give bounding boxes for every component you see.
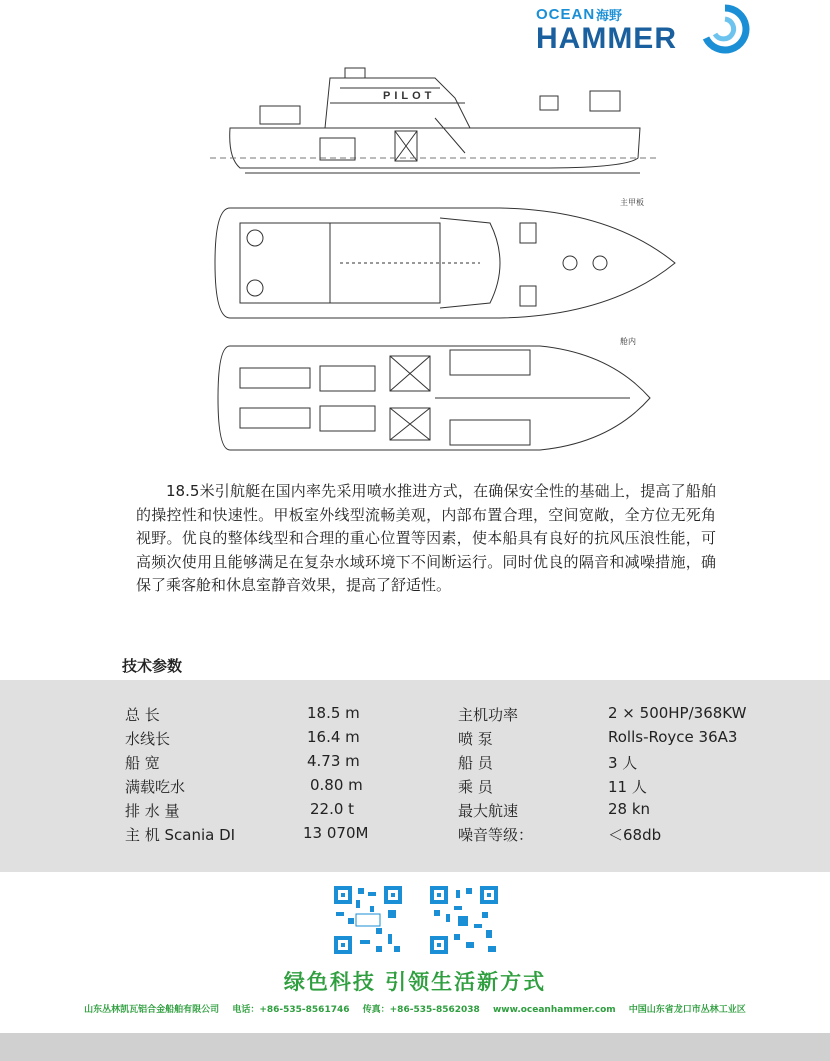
spec-label: 排 水 量 [125,802,180,820]
specs-title: 技术参数 [122,657,183,675]
spec-value: Rolls-Royce 36A3 [608,728,738,746]
main-deck-label: 主甲板 [620,198,644,207]
spec-value: 18.5 m [307,704,360,722]
pilot-label: PILOT [383,90,436,102]
bottom-bar [0,1033,830,1061]
spec-value: 13 070M [303,824,369,842]
slogan: 绿色科技 引领生活新方式 [283,970,547,994]
spec-label: 船 员 [458,754,493,772]
spec-label: 满载吃水 [125,778,186,796]
spec-label: 喷 泵 [458,730,493,748]
lower-deck-plan-drawing [218,346,650,450]
intro-text-block [136,480,716,598]
spec-label: 总 长 [125,706,160,724]
spec-value: 3 人 [608,754,638,772]
logo-cn-text: 海野 [596,9,623,24]
spec-label: 乘 员 [458,778,493,796]
intro-paragraph: 18.5米引航艇在国内率先采用喷水推进方式，在确保安全性的基础上，提高了船舶的操控性和快速性。甲板室外线型流畅美观，内部布置合理，空间宽敞，全方位无死角视野。优良的整体线型和合理的重心位置等因素，使本船具有良好的抗风压浪性能，可高频次使用且能够满足在复杂水域环境下不间断运行。同时优良的隔音和减噪措施，确保了乘客舱和休息室静音效果，提高了舒适性。 [136,482,716,594]
spec-label: 主 机 Scania DI [125,826,236,844]
footer-phone: 电话：+86-535-8561746 [232,1005,350,1015]
logo-ocean-text: OCEAN [536,6,596,23]
logo-hammer-text: HAMMER [536,22,677,55]
side-profile-drawing [210,68,660,173]
lower-deck-label: 舱内 [620,337,636,346]
footer-company: 山东丛林凯瓦铝合金船舶有限公司 [84,1005,220,1015]
footer-fax: 传真：+86-535-8562038 [362,1005,480,1015]
spec-label: 水线长 [125,730,171,748]
spec-value: 22.0 t [310,800,355,818]
spec-value: 2 × 500HP/368KW [608,704,747,722]
spec-value: 0.80 m [310,776,363,794]
spec-label: 最大航速 [458,802,519,820]
main-deck-plan-drawing [215,208,675,318]
spec-value: 4.73 m [307,752,360,770]
ship-drawings [180,58,700,458]
spec-label: 船 宽 [125,754,160,772]
spec-label: 噪音等级： [458,826,534,844]
qr-code-icon [428,884,500,956]
wave-logo-icon [700,4,750,56]
footer-website: www.oceanhammer.com [492,1005,616,1015]
footer-address: 中国山东省龙口市丛林工业区 [628,1005,746,1015]
footer-contact [0,1002,830,1015]
spec-value: 16.4 m [307,728,360,746]
qr-code-icon [332,884,404,956]
spec-label: 主机功率 [458,706,519,724]
spec-value: ＜68db [608,826,662,844]
spec-value: 11 人 [608,778,647,796]
spec-value: 28 kn [608,800,651,818]
company-logo [536,4,750,56]
